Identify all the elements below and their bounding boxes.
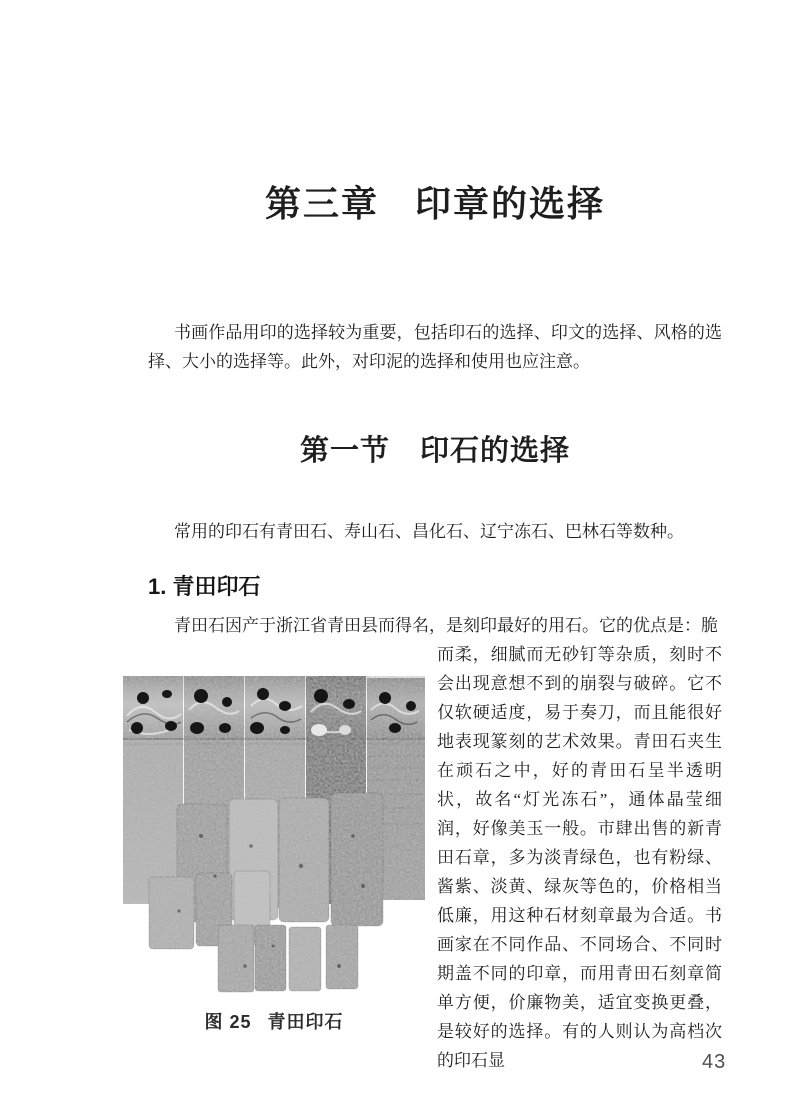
chapter-number: 第三章	[264, 184, 379, 224]
qingtian-paragraph-continuation: 而柔，细腻而无砂钉等杂质，刻时不会出现意想不到的崩裂与破碎。它不仅软硬适度，易于奏刀，而且能很好地表现篆刻的艺术效果。青田石夹生在顽石之中，好的青田石呈半透明状，故名“灯光冻石”，通体晶莹细润，好像美玉一般。市肆出售的新青田石章，多为淡青绿色，也有粉绿、酱紫、淡黄、绿灰等色的，价格相当低廉，用这种石材刻章最为合适。书画家在不同作品、不同场合、不同时期盖不同的印章，而用青田石刻章简单方便，价廉物美，适宜变换更叠，是较好的选择。有的人则认为高档次的印石显	[437, 645, 722, 1070]
figure-caption	[123, 1008, 425, 1037]
section-title-text: 印石的选择	[420, 435, 571, 467]
chapter-title-text: 印章的选择	[415, 184, 606, 224]
text-column	[148, 0, 722, 1075]
chapter-title	[148, 183, 722, 225]
page-number: 43	[702, 1051, 727, 1073]
stones-paragraph: 常用的印石有青田石、寿山石、昌化石、辽宁冻石、巴林石等数种。	[174, 522, 684, 541]
intro-paragraph: 书画作品用印的选择较为重要，包括印石的选择、印文的选择、风格的选择、大小的选择等。此外，对印泥的选择和使用也应注意。	[148, 323, 722, 371]
section-number: 第一节	[299, 435, 390, 467]
figure-caption-label: 图 25	[204, 1012, 252, 1032]
subsection-heading: 1. 青田印石	[148, 574, 261, 599]
seal-stones-figure	[123, 640, 425, 1037]
qingtian-paragraph-first-line: 青田石因产于浙江省青田县而得名，是刻印最好的用石。它的优点是：脆	[174, 616, 718, 635]
figure-caption-title: 青田印石	[267, 1012, 344, 1032]
seal-stones-photo	[123, 676, 425, 994]
qingtian-paragraph-body	[148, 640, 722, 1075]
section-title	[148, 430, 722, 472]
